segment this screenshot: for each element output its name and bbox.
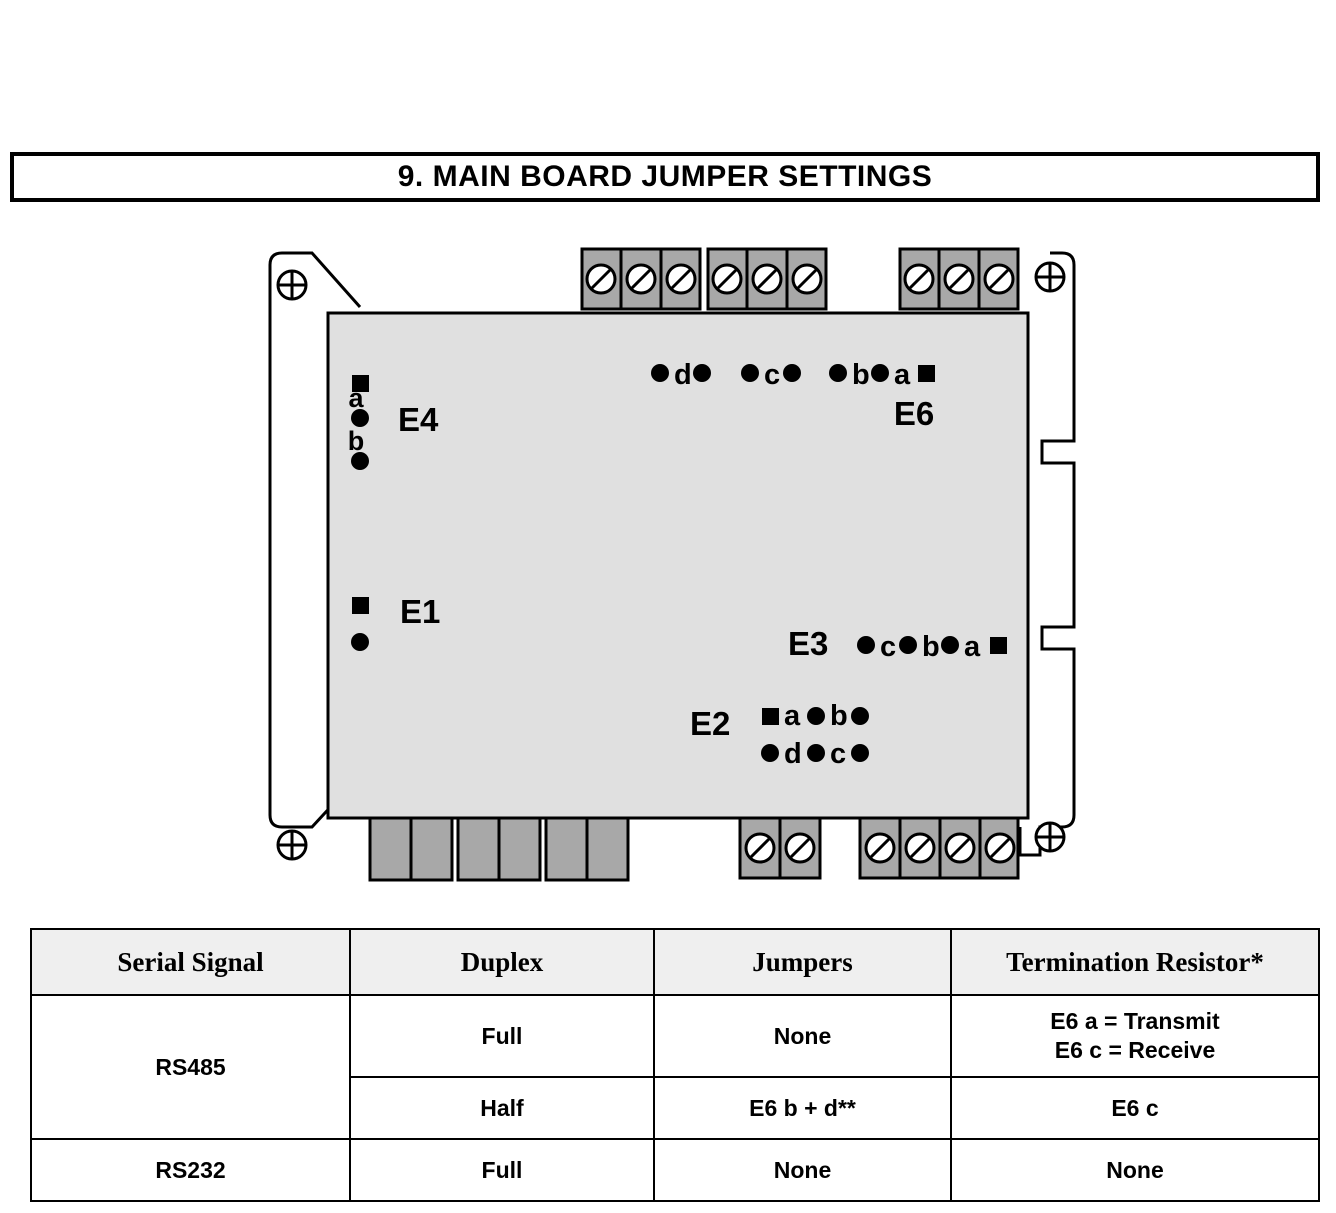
section-title-bar bbox=[10, 152, 1320, 202]
pin-label-e6-c: c bbox=[764, 359, 781, 391]
pin-label-e3-a: a bbox=[964, 631, 981, 663]
header-label-e3: E3 bbox=[788, 625, 829, 662]
mounting-hole-top-right bbox=[1036, 263, 1064, 291]
header-label-e4: E4 bbox=[398, 401, 439, 438]
pin-label-e2-c: c bbox=[830, 738, 847, 770]
mounting-hole-top-left bbox=[278, 271, 306, 299]
pin-label-e2-d: d bbox=[784, 738, 802, 770]
cell-jumpers-none-485-full: None bbox=[654, 995, 951, 1077]
termination-line-2: E6 c = Receive bbox=[1054, 1037, 1216, 1063]
bottom-terminal-block-2 bbox=[740, 818, 820, 878]
pin-label-e6-d: d bbox=[674, 359, 692, 391]
pin-label-e2-b: b bbox=[830, 700, 848, 732]
pin-label-e3-c: c bbox=[880, 631, 897, 663]
header-label-e1: E1 bbox=[400, 593, 441, 630]
column-header-jumpers: Jumpers bbox=[654, 929, 951, 995]
mounting-hole-bottom-right bbox=[1036, 823, 1064, 851]
header-label-e2: E2 bbox=[690, 705, 731, 742]
pin-label-e4-b: b bbox=[347, 426, 365, 456]
cell-jumpers-485-half: E6 b + d** bbox=[654, 1077, 951, 1139]
cell-serial-signal-rs232: RS232 bbox=[31, 1139, 350, 1201]
cell-duplex-full-485: Full bbox=[350, 995, 654, 1077]
cell-jumpers-none-232: None bbox=[654, 1139, 951, 1201]
termination-line-1: E6 a = Transmit bbox=[1050, 1008, 1220, 1035]
mounting-hole-bottom-left bbox=[278, 831, 306, 859]
cell-termination-485-full bbox=[951, 995, 1319, 1077]
table-row bbox=[31, 1139, 1319, 1201]
cell-termination-485-half: E6 c bbox=[951, 1077, 1319, 1139]
column-header-duplex: Duplex bbox=[350, 929, 654, 995]
cell-duplex-full-232: Full bbox=[350, 1139, 654, 1201]
page-title: 9. MAIN BOARD JUMPER SETTINGS bbox=[397, 160, 933, 193]
pin-label-e3-b: b bbox=[922, 631, 940, 663]
pin-label-e4-a: a bbox=[348, 383, 364, 413]
table-row bbox=[31, 995, 1319, 1077]
table-header-row bbox=[31, 929, 1319, 995]
cell-serial-signal-rs485: RS485 bbox=[31, 995, 350, 1139]
top-terminal-block-2 bbox=[708, 249, 826, 309]
bottom-terminal-block-3 bbox=[860, 818, 1018, 878]
top-terminal-block-1 bbox=[582, 249, 700, 309]
jumper-settings-table bbox=[30, 928, 1320, 1202]
cell-duplex-half-485: Half bbox=[350, 1077, 654, 1139]
pin-label-e6-a: a bbox=[894, 359, 911, 391]
pin-label-e6-b: b bbox=[852, 359, 870, 391]
main-board-diagram bbox=[250, 235, 1090, 895]
column-header-serial-signal: Serial Signal bbox=[31, 929, 350, 995]
top-terminal-block-3 bbox=[900, 249, 1018, 309]
header-label-e6: E6 bbox=[893, 395, 935, 432]
cell-termination-232: None bbox=[951, 1139, 1319, 1201]
bottom-connector-block-1 bbox=[370, 818, 628, 880]
pin-label-e2-a: a bbox=[784, 700, 801, 732]
column-header-termination-resistor: Termination Resistor* bbox=[951, 929, 1319, 995]
